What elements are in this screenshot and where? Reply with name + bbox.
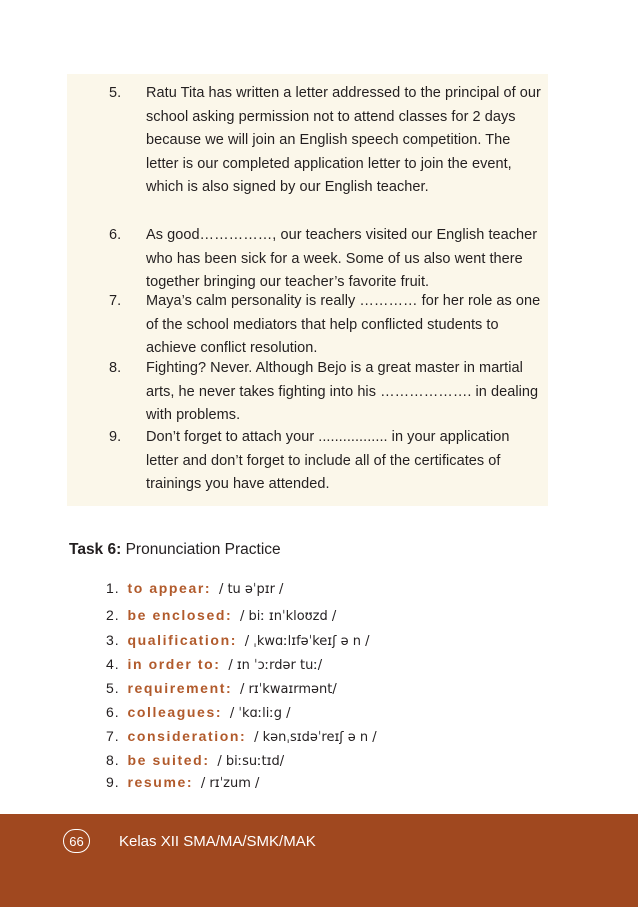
pronunciation-item — [106, 654, 322, 676]
footer-band — [0, 814, 638, 907]
pronunciation-item — [106, 605, 336, 627]
item-text: Maya’s calm personality is really ………… for her role as one of the school mediators that help conflicted students to achieve conflict resolution. — [146, 293, 541, 357]
pron-ipa: / ɪn ˈɔːrdər tuː/ — [228, 658, 323, 673]
pron-ipa: / ˌkwɑːlɪfəˈkeɪʃ ə n / — [244, 634, 370, 649]
pron-number: 2. — [106, 607, 120, 623]
item-number: 9. — [109, 429, 122, 445]
pronunciation-item — [106, 578, 283, 600]
pron-number: 6. — [106, 704, 120, 720]
pron-word: be enclosed: — [127, 607, 233, 623]
pron-ipa: / biː ɪnˈkloʊzd / — [240, 609, 337, 624]
pron-number: 1. — [106, 580, 120, 596]
item-text: Ratu Tita has written a letter addressed to the principal of our school asking permission not to attend classes for 2 days because we will join an English speech competition. The letter is our completed application letter to join the event, which is also signed by our English teacher. — [146, 85, 541, 196]
pron-word: colleagues: — [127, 704, 223, 720]
pronunciation-item — [106, 772, 259, 794]
pron-number: 3. — [106, 632, 120, 648]
pron-ipa: / biːsuːtɪd/ — [217, 754, 285, 769]
pronunciation-item — [106, 678, 337, 700]
pron-word: be suited: — [127, 752, 210, 768]
task-heading — [69, 539, 281, 561]
pron-number: 7. — [106, 728, 120, 744]
item-text: Don’t forget to attach your ................. in your application letter and don’t forget to include all of the certificates of trainings you have attended. — [146, 429, 510, 493]
item-number: 7. — [109, 293, 122, 309]
pron-word: in order to: — [127, 656, 221, 672]
pron-number: 9. — [106, 774, 120, 790]
task-title: Pronunciation Practice — [121, 541, 281, 558]
pron-word: requirement: — [127, 680, 233, 696]
pron-ipa: / kənˌsɪdəˈreɪʃ ə n / — [254, 730, 377, 745]
item-text: As good……………, our teachers visited our English teacher who has been sick for a week. Some of us also went there together bringing our teacher’s favorite fruit. — [146, 227, 538, 291]
pron-ipa: / tu əˈpɪr / — [218, 582, 284, 597]
pron-ipa: / rɪˈkwaɪrmənt/ — [240, 682, 337, 697]
pronunciation-item — [106, 702, 291, 724]
item-text: Fighting? Never. Although Bejo is a great master in martial arts, he never takes fighting into his ………………. in dealing with problems. — [146, 360, 539, 424]
pron-number: 5. — [106, 680, 120, 696]
pronunciation-item — [106, 726, 377, 748]
pron-word: to appear: — [127, 580, 212, 596]
pron-number: 4. — [106, 656, 120, 672]
pron-number: 8. — [106, 752, 120, 768]
item-number: 8. — [109, 360, 122, 376]
pron-ipa: / ˈkɑːliːg / — [229, 706, 291, 721]
item-number: 6. — [109, 227, 122, 243]
pron-word: qualification: — [127, 632, 237, 648]
pronunciation-item — [106, 630, 370, 652]
book-title: Kelas XII SMA/MA/SMK/MAK — [119, 833, 316, 850]
pron-word: consideration: — [127, 728, 247, 744]
page-number: 66 — [63, 829, 90, 853]
task-label: Task 6: — [69, 541, 122, 558]
pron-ipa: / rɪˈzum / — [200, 776, 260, 791]
item-number: 5. — [109, 85, 122, 101]
pron-word: resume: — [127, 774, 194, 790]
pronunciation-item — [106, 750, 284, 772]
